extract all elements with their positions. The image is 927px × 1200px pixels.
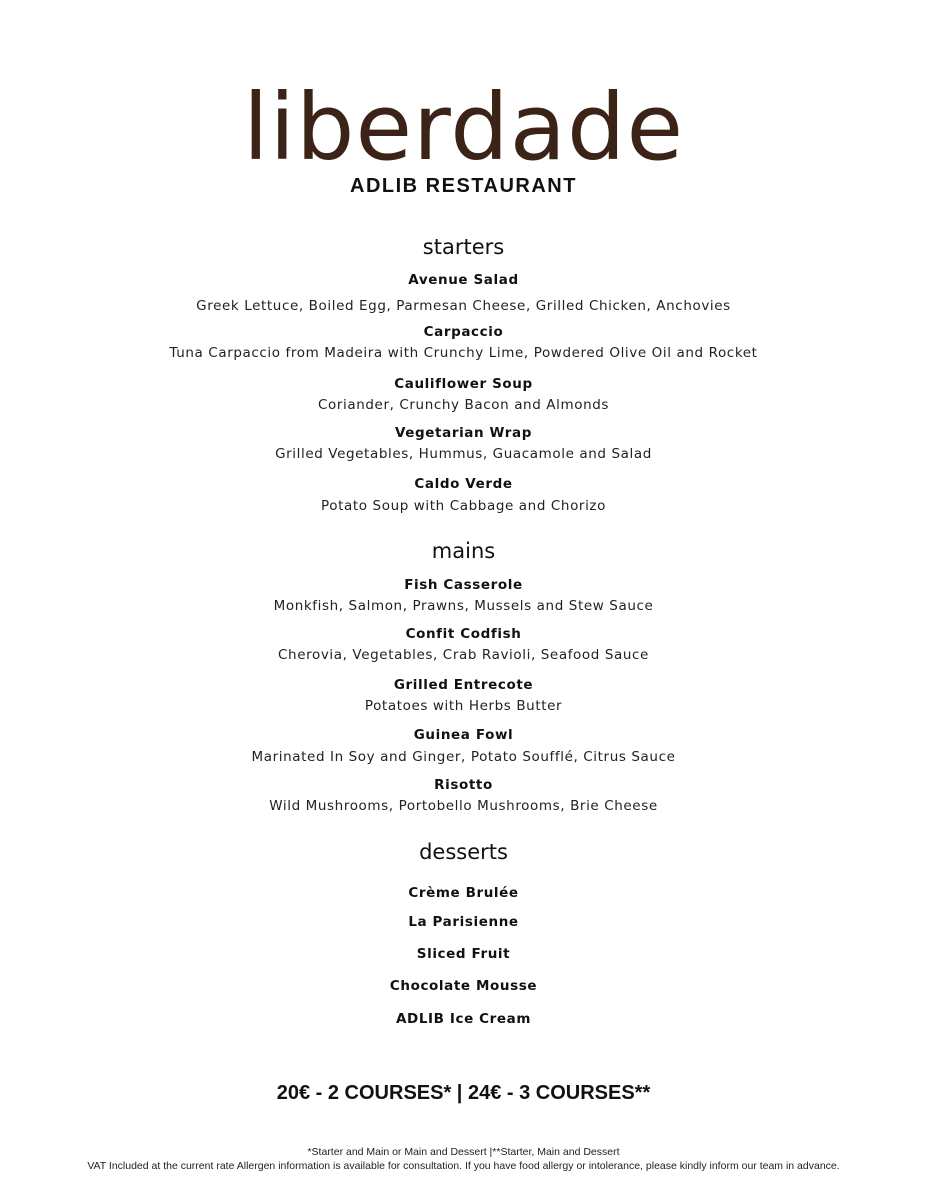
dish-description: Monkfish, Salmon, Prawns, Mussels and Stew Sauce [273,598,654,614]
dessert-name: La Parisienne [408,914,519,930]
dish-name: Guinea Fowl [413,727,514,743]
dish-description: Cherovia, Vegetables, Crab Ravioli, Seafood Sauce [278,647,649,663]
section-title-mains: mains [431,539,496,563]
dish-description: Marinated In Soy and Ginger, Potato Soufflé, Citrus Sauce [251,749,676,765]
dessert-name: Crème Brulée [408,885,519,901]
dish-description: Greek Lettuce, Boiled Egg, Parmesan Cheese, Grilled Chicken, Anchovies [196,298,731,314]
dish-name: Avenue Salad [408,272,519,288]
course-footnote: *Starter and Main or Main and Dessert |**Starter, Main and Dessert [307,1146,620,1158]
dessert-name: Chocolate Mousse [389,978,538,994]
restaurant-name: ADLIB RESTAURANT [350,175,577,197]
dish-name: Carpaccio [423,324,504,340]
dish-description: Coriander, Crunchy Bacon and Almonds [317,397,610,413]
dish-name: Grilled Entrecote [393,677,534,693]
dessert-name: Sliced Fruit [416,946,511,962]
pricing-line: 20€ - 2 COURSES* | 24€ - 3 COURSES** [276,1082,651,1104]
section-title-starters: starters [422,235,505,259]
dish-name: Cauliflower Soup [394,376,533,392]
section-title-desserts: desserts [419,840,508,864]
dish-description: Tuna Carpaccio from Madeira with Crunchy Lime, Powdered Olive Oil and Rocket [169,345,758,361]
dish-description: Grilled Vegetables, Hummus, Guacamole and Salad [275,446,652,462]
brand-logo: liberdade [242,74,685,181]
dish-description: Potatoes with Herbs Butter [364,698,563,714]
dessert-name: ADLIB Ice Cream [395,1011,532,1027]
dish-description: Potato Soup with Cabbage and Chorizo [321,498,606,514]
vat-allergen-note: VAT Included at the current rate Allergen information is available for consultation. If you have food allergy or intolerance, please kindly inform our team in advance. [87,1160,840,1172]
dish-description: Wild Mushrooms, Portobello Mushrooms, Brie Cheese [269,798,658,814]
dish-name: Caldo Verde [414,476,513,492]
dish-name: Confit Codfish [405,626,522,642]
dish-name: Fish Casserole [404,577,523,593]
dish-name: Vegetarian Wrap [394,425,533,441]
dish-name: Risotto [434,777,493,793]
